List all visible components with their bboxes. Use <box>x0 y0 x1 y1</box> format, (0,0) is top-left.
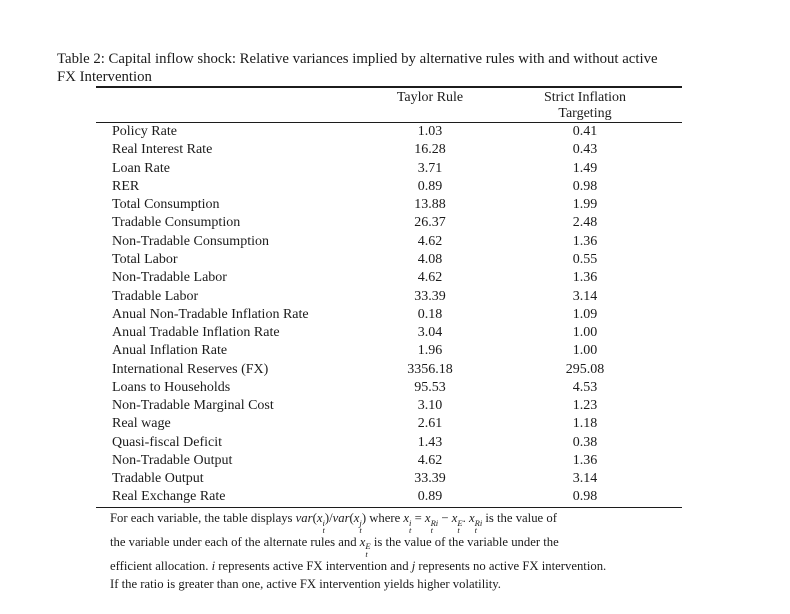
taylor-rule-value: 3356.18 <box>407 361 453 377</box>
footnote-text: = <box>411 511 425 525</box>
table-row <box>96 452 682 470</box>
row-label: Total Consumption <box>112 197 220 213</box>
table-row <box>96 251 682 269</box>
table-row <box>96 196 682 214</box>
table-rule-top <box>96 86 682 88</box>
math-superscript: Ri <box>430 517 439 528</box>
table-row <box>96 470 682 488</box>
table-caption-line-1: Table 2: Capital inflow shock: Relative variances implied by alternative rules with and without active <box>57 51 658 67</box>
taylor-rule-value: 16.28 <box>414 142 446 158</box>
taylor-rule-value: 95.53 <box>414 379 446 395</box>
strict-inflation-targeting-value: 1.00 <box>572 343 598 359</box>
footnote-text: is the value of <box>482 511 557 525</box>
strict-inflation-targeting-value: 0.43 <box>572 142 598 158</box>
taylor-rule-value: 3.71 <box>417 160 443 176</box>
math-variable: x <box>316 511 323 525</box>
strict-inflation-targeting-value: 0.98 <box>572 489 598 505</box>
strict-inflation-targeting-value: 3.14 <box>572 288 598 304</box>
row-label: Non-Tradable Output <box>112 452 233 468</box>
strict-inflation-targeting-value: 0.38 <box>572 434 598 450</box>
strict-inflation-targeting-value: 0.98 <box>572 178 598 194</box>
math-subscript: t <box>430 524 433 535</box>
strict-inflation-targeting-value: 1.18 <box>572 416 598 432</box>
row-label: Policy Rate <box>112 124 177 140</box>
footnote-text: ( <box>312 511 317 525</box>
footnote-text: represents active FX intervention and <box>215 558 412 573</box>
footnote-text: j <box>411 558 416 573</box>
footnote-line <box>110 534 690 558</box>
strict-inflation-targeting-value: 2.48 <box>572 215 598 231</box>
table-header-row <box>96 90 682 123</box>
math-subscript: t <box>365 548 368 559</box>
row-label: Non-Tradable Labor <box>112 270 227 286</box>
table-row <box>96 488 682 506</box>
math-variable: x <box>403 511 410 525</box>
row-label: International Reserves (FX) <box>112 361 269 377</box>
math-superscript: i <box>409 517 412 528</box>
table-row <box>96 324 682 342</box>
table-footnote <box>110 510 690 593</box>
table-row <box>96 141 682 159</box>
math-subscript: t <box>474 524 477 535</box>
footnote-text: )/ <box>324 511 333 525</box>
footnote-text: var <box>332 511 350 525</box>
math-variable: x <box>424 511 431 525</box>
taylor-rule-value: 3.04 <box>417 325 443 341</box>
math-subscript: t <box>457 524 460 535</box>
strict-inflation-targeting-value: 0.41 <box>572 124 598 140</box>
table-row <box>96 178 682 196</box>
math-variable: x <box>451 511 458 525</box>
math-superscript: E <box>457 517 463 528</box>
row-label: Total Labor <box>112 251 178 267</box>
taylor-rule-value: 4.62 <box>417 270 443 286</box>
footnote-text: . <box>462 511 469 525</box>
taylor-rule-value: 1.96 <box>417 343 443 359</box>
strict-inflation-targeting-value: 1.49 <box>572 160 598 176</box>
row-label: Real Interest Rate <box>112 142 213 158</box>
row-label: Tradable Output <box>112 471 204 487</box>
table-row <box>96 287 682 305</box>
table-row <box>96 397 682 415</box>
column-header-taylor-rule: Taylor Rule <box>396 90 464 105</box>
footnote-text: the variable under each of the alternate rules and <box>110 534 360 549</box>
table-row <box>96 342 682 360</box>
taylor-rule-value: 13.88 <box>414 197 446 213</box>
footnote-text: var <box>295 511 313 525</box>
row-label: RER <box>112 178 140 194</box>
row-label: Tradable Consumption <box>112 215 241 231</box>
table-row <box>96 269 682 287</box>
strict-inflation-targeting-value: 1.09 <box>572 306 598 322</box>
math-subscript: t <box>359 524 362 535</box>
strict-inflation-targeting-value: 0.55 <box>572 251 598 267</box>
table-row <box>96 306 682 324</box>
row-label: Anual Inflation Rate <box>112 343 228 359</box>
taylor-rule-value: 0.89 <box>417 178 443 194</box>
strict-inflation-targeting-value: 1.36 <box>572 233 598 249</box>
taylor-rule-value: 4.62 <box>417 452 443 468</box>
math-superscript: E <box>365 541 371 552</box>
table-row <box>96 415 682 433</box>
footnote-text: is the value of the variable under the <box>370 534 559 549</box>
math-variable: x <box>359 534 366 549</box>
row-label: Non-Tradable Consumption <box>112 233 269 249</box>
table-row <box>96 160 682 178</box>
strict-inflation-targeting-value: 295.08 <box>565 361 605 377</box>
row-label: Anual Non-Tradable Inflation Rate <box>112 306 309 322</box>
strict-inflation-targeting-value: 3.14 <box>572 471 598 487</box>
strict-inflation-targeting-value: 1.99 <box>572 197 598 213</box>
footnote-text: represents no active FX intervention. <box>415 558 607 573</box>
taylor-rule-value: 4.62 <box>417 233 443 249</box>
taylor-rule-value: 3.10 <box>417 398 443 414</box>
table-rule-bottom <box>96 507 682 509</box>
taylor-rule-value: 0.18 <box>417 306 443 322</box>
footnote-line <box>110 510 690 534</box>
footnote-text: ) where <box>361 511 404 525</box>
strict-inflation-targeting-value: 1.23 <box>572 398 598 414</box>
table-caption <box>57 51 757 86</box>
footnote-text: ( <box>349 511 354 525</box>
row-label: Real Exchange Rate <box>112 489 226 505</box>
table-caption-line-2: FX Intervention <box>57 68 152 85</box>
strict-inflation-targeting-value: 4.53 <box>572 379 598 395</box>
taylor-rule-value: 33.39 <box>414 288 446 304</box>
column-header-strict-line-1: Strict Inflation <box>543 90 627 105</box>
taylor-rule-value: 4.08 <box>417 251 443 267</box>
math-subscript: t <box>409 524 412 535</box>
taylor-rule-value: 1.03 <box>417 124 443 140</box>
footnote-line <box>110 576 690 594</box>
taylor-rule-value: 1.43 <box>417 434 443 450</box>
table-row <box>96 379 682 397</box>
row-label: Non-Tradable Marginal Cost <box>112 398 274 414</box>
math-superscript: i <box>322 517 325 528</box>
math-variable: x <box>468 511 475 525</box>
strict-inflation-targeting-value: 1.36 <box>572 452 598 468</box>
table-row <box>96 434 682 452</box>
taylor-rule-value: 26.37 <box>414 215 446 231</box>
math-superscript: Ri <box>474 517 483 528</box>
math-variable: x <box>353 511 360 525</box>
column-header-strict-inflation-targeting <box>510 90 660 123</box>
strict-inflation-targeting-value: 1.36 <box>572 270 598 286</box>
table-row <box>96 233 682 251</box>
footnote-text: For each variable, the table displays <box>110 511 296 525</box>
column-header-strict-line-2: Targeting <box>558 106 612 122</box>
footnote-text: If the ratio is greater than one, active FX intervention yields higher volatility. <box>110 576 501 591</box>
taylor-rule-value: 33.39 <box>414 471 446 487</box>
taylor-rule-value: 0.89 <box>417 489 443 505</box>
table-row <box>96 360 682 378</box>
row-label: Real wage <box>112 416 171 432</box>
table-row <box>96 214 682 232</box>
row-label: Loan Rate <box>112 160 170 176</box>
row-label: Loans to Households <box>112 379 231 395</box>
footnote-text: i <box>211 558 216 573</box>
footnote-line <box>110 558 690 576</box>
math-superscript: j <box>359 517 362 528</box>
row-label: Anual Tradable Inflation Rate <box>112 325 280 341</box>
math-subscript: t <box>322 524 325 535</box>
taylor-rule-value: 2.61 <box>417 416 443 432</box>
footnote-text: efficient allocation. <box>110 558 212 573</box>
strict-inflation-targeting-value: 1.00 <box>572 325 598 341</box>
table-body <box>96 123 682 507</box>
table-row <box>96 123 682 141</box>
footnote-text: − <box>438 511 452 525</box>
row-label: Quasi-fiscal Deficit <box>112 434 223 450</box>
row-label: Tradable Labor <box>112 288 199 304</box>
